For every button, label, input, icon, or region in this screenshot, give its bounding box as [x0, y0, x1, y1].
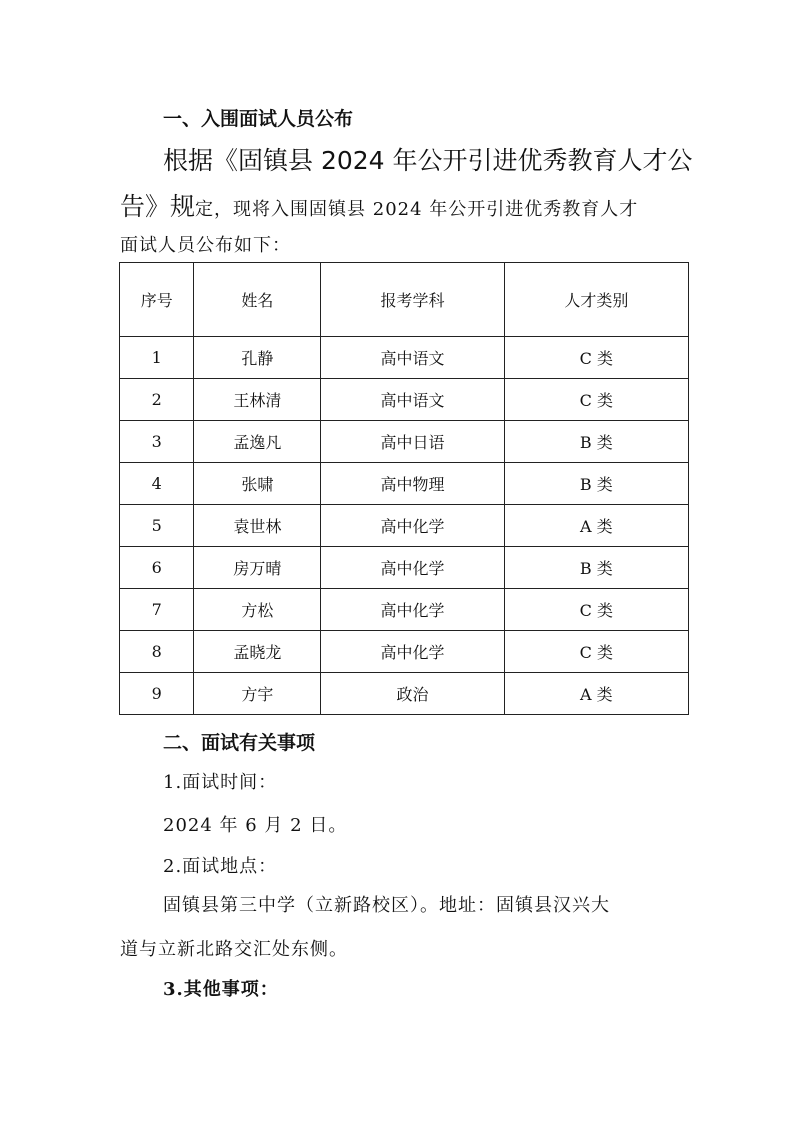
cell-category: B 类: [504, 463, 688, 505]
table-row: [120, 421, 689, 463]
cell-name: 孟晓龙: [194, 631, 321, 673]
cell-index: 1: [120, 337, 194, 379]
cell-name: 王林清: [194, 379, 321, 421]
table-row: [120, 337, 689, 379]
intro-line-1: 根据《固镇县 2024 年公开引进优秀教育人才公: [163, 146, 693, 175]
cell-subject: 高中化学: [321, 589, 504, 631]
intro-line-2-small-text: 定，现将入围固镇县 2024 年公开引进优秀教育人才: [195, 199, 639, 220]
cell-index: 5: [120, 505, 194, 547]
cell-name: 孟逸凡: [194, 421, 321, 463]
cell-subject: 政治: [321, 673, 504, 715]
interview-time-title: 1.面试时间：: [163, 772, 278, 793]
cell-name: 房万晴: [194, 547, 321, 589]
cell-category: C 类: [504, 337, 688, 379]
intro-line-2-large-text: 告》规: [120, 192, 196, 221]
cell-category: C 类: [504, 589, 688, 631]
cell-subject: 高中语文: [321, 379, 504, 421]
cell-subject: 高中化学: [321, 547, 504, 589]
cell-name: 袁世林: [194, 505, 321, 547]
candidate-table: [119, 262, 689, 715]
cell-category: B 类: [504, 547, 688, 589]
interview-time-detail: 2024 年 6 月 2 日。: [163, 815, 348, 836]
cell-category: B 类: [504, 421, 688, 463]
cell-index: 8: [120, 631, 194, 673]
table-row: [120, 379, 689, 421]
cell-category: C 类: [504, 631, 688, 673]
header-category: 人才类别: [504, 263, 688, 337]
table-row: [120, 589, 689, 631]
cell-name: 孔静: [194, 337, 321, 379]
cell-subject: 高中化学: [321, 505, 504, 547]
header-index: 序号: [120, 263, 194, 337]
cell-index: 2: [120, 379, 194, 421]
cell-subject: 高中化学: [321, 631, 504, 673]
cell-index: 7: [120, 589, 194, 631]
cell-subject: 高中语文: [321, 337, 504, 379]
section1-heading: 一、入围面试人员公布: [163, 108, 354, 130]
interview-location-title: 2.面试地点：: [163, 856, 278, 877]
table-row: [120, 463, 689, 505]
cell-subject: 高中物理: [321, 463, 504, 505]
cell-category: A 类: [504, 673, 688, 715]
cell-index: 9: [120, 673, 194, 715]
table-header-row: [120, 263, 689, 337]
section2-heading: 二、面试有关事项: [163, 732, 316, 754]
cell-name: 张啸: [194, 463, 321, 505]
cell-index: 3: [120, 421, 194, 463]
other-matters-title: 3.其他事项：: [163, 979, 279, 1000]
cell-index: 4: [120, 463, 194, 505]
cell-subject: 高中日语: [321, 421, 504, 463]
header-name: 姓名: [194, 263, 321, 337]
cell-category: A 类: [504, 505, 688, 547]
table-row: [120, 505, 689, 547]
cell-index: 6: [120, 547, 194, 589]
header-subject: 报考学科: [321, 263, 504, 337]
table-row: [120, 673, 689, 715]
cell-name: 方宇: [194, 673, 321, 715]
cell-category: C 类: [504, 379, 688, 421]
table-row: [120, 547, 689, 589]
intro-line-3: 面试人员公布如下：: [120, 235, 291, 256]
intro-line-2: [120, 187, 638, 223]
interview-location-detail-line-2: 道与立新北路交汇处东侧。: [120, 939, 348, 960]
table-row: [120, 631, 689, 673]
interview-location-detail-line-1: 固镇县第三中学（立新路校区）。地址：固镇县汉兴大: [163, 895, 610, 916]
cell-name: 方松: [194, 589, 321, 631]
